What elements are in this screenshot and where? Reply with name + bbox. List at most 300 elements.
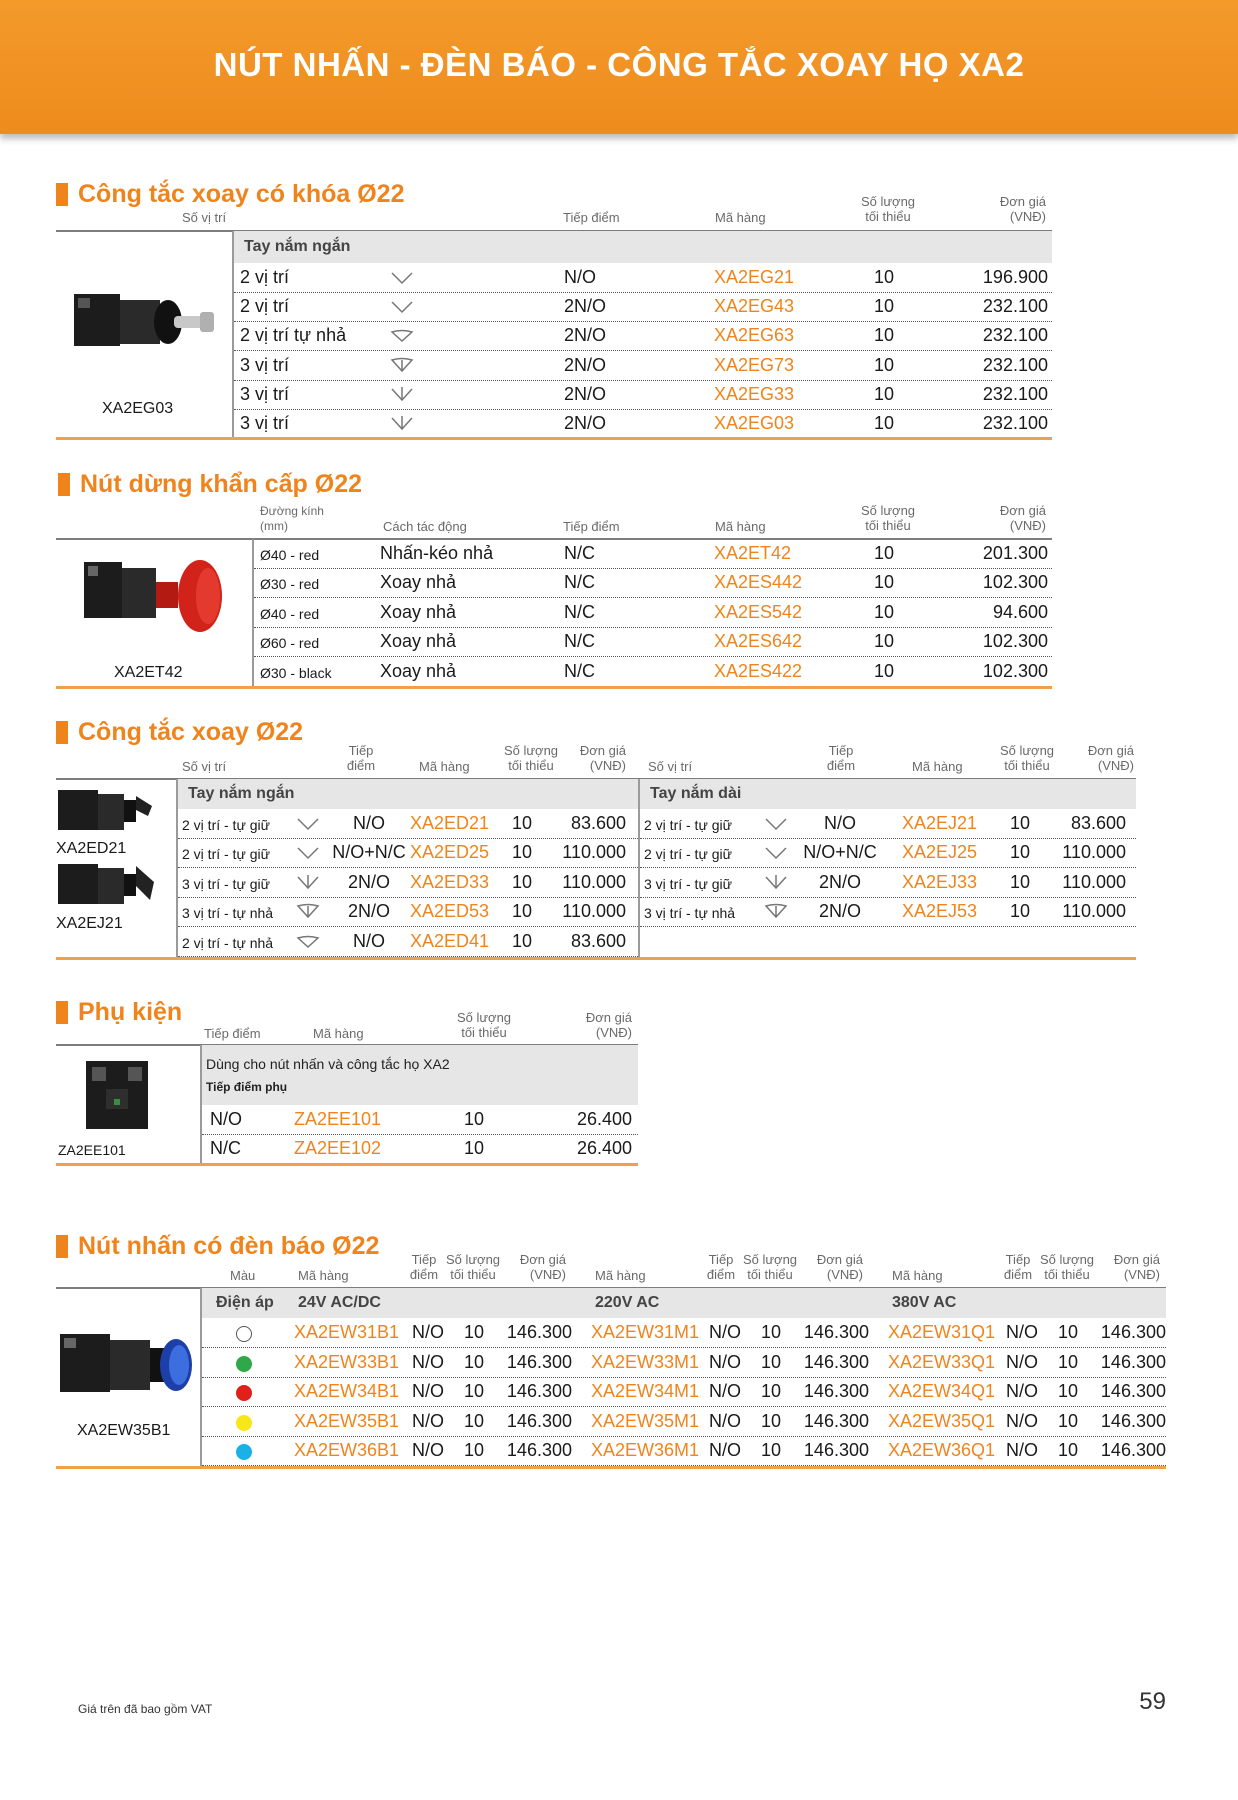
contact-cell: 2N/O (818, 871, 861, 892)
min-qty-cell: 10 (512, 901, 533, 922)
action-cell: Nhấn-kéo nhả (380, 543, 494, 563)
illuminated-button-image-label: XA2EW35B1 (77, 1422, 171, 1439)
selector-short-image-label: XA2ED21 (56, 840, 127, 857)
voltage-220v: 220V AC (595, 1294, 660, 1311)
header-positions-right: Số vị trí (648, 759, 693, 774)
position-cell: 3 vị trí - tự nhả (644, 905, 736, 922)
header-contact: Tiếp điểm (204, 1026, 261, 1041)
table-bottom-rule (56, 686, 1052, 689)
contact-cell: N/O (709, 1381, 742, 1402)
table-row (202, 1318, 1166, 1348)
indicator-color-icon (236, 1444, 252, 1460)
key-switch-image (70, 284, 220, 369)
accessory-description: Dùng cho nút nhấn và công tắc họ XA2 (206, 1056, 450, 1072)
voltage-24v: 24V AC/DC (298, 1294, 381, 1311)
price-cell: 83.600 (570, 813, 626, 833)
section-title-illuminated-push-button (56, 1232, 379, 1261)
header-code-1: Mã hàng (298, 1268, 349, 1283)
product-code-1: XA2EW36B1 (294, 1440, 400, 1461)
contact-block-image-label: ZA2EE101 (58, 1142, 126, 1158)
price-cell: 146.300 (803, 1322, 869, 1342)
position-cell: 2 vị trí - tự giữ (182, 846, 270, 863)
voltage-label: Điện áp (216, 1294, 274, 1311)
price-cell: 232.100 (982, 354, 1048, 375)
table-bottom-rule (56, 957, 1136, 960)
min-qty-cell: 10 (874, 325, 895, 346)
header-code-3: Mã hàng (892, 1268, 943, 1283)
position-cell: 2 vị trí - tự giữ (644, 817, 732, 833)
header-price-left: Đơn giá (VNĐ) (579, 743, 626, 773)
action-cell: Xoay nhả (380, 631, 457, 652)
indicator-color-icon (236, 1385, 252, 1401)
price-cell: 110.000 (1062, 871, 1126, 892)
header-price-2: Đơn giá (VNĐ) (816, 1252, 863, 1282)
spring-return-icon (390, 327, 414, 348)
min-qty-cell: 10 (464, 1138, 485, 1159)
table-row (254, 657, 1052, 687)
product-code: XA2EG03 (714, 413, 795, 433)
table-row (178, 897, 638, 927)
action-cell: Xoay nhả (380, 572, 457, 593)
price-cell: 146.300 (506, 1410, 572, 1431)
table-row (234, 263, 1052, 293)
section-title-accessories (56, 998, 182, 1027)
contact-cell: N/O+N/C (332, 842, 406, 863)
min-qty-cell: 10 (874, 267, 895, 287)
product-code: XA2ES442 (714, 572, 803, 593)
min-qty-cell: 10 (761, 1351, 782, 1372)
three-position-icon (296, 874, 320, 895)
product-code-2: XA2EW36M1 (591, 1440, 700, 1461)
position-cell: 3 vị trí (240, 413, 290, 433)
min-qty-cell: 10 (464, 1351, 485, 1372)
diameter-cell: Ø60 - red (260, 635, 320, 652)
three-position-icon (390, 415, 414, 436)
header-positions: Số vị trí (182, 210, 227, 225)
min-qty-cell: 10 (761, 1440, 782, 1461)
header-code: Mã hàng (715, 519, 766, 534)
table-row (254, 598, 1052, 628)
header-action: Cách tác động (383, 519, 467, 534)
header-min-qty-1: Số lượng tối thiểu (445, 1252, 501, 1282)
contact-cell: N/O (1006, 1351, 1039, 1372)
product-code-2: XA2EW33M1 (591, 1351, 700, 1372)
diameter-cell: Ø40 - red (260, 605, 320, 622)
table-row (234, 380, 1052, 410)
product-code: XA2EJ53 (902, 901, 978, 922)
indicator-color-icon (236, 1356, 252, 1372)
product-code-2: XA2EW31M1 (591, 1322, 700, 1342)
three-position-icon (390, 386, 414, 407)
position-cell: 2 vị trí tự nhả (240, 325, 347, 346)
product-code: XA2ED33 (410, 871, 490, 892)
min-qty-cell: 10 (464, 1381, 485, 1402)
header-min-qty: Số lượng tối thiểu (860, 503, 916, 533)
diameter-cell: Ø30 - red (260, 576, 320, 593)
contact-cell: 2N/O (564, 296, 607, 317)
min-qty-cell: 10 (874, 631, 895, 652)
product-code: XA2ED53 (410, 901, 490, 922)
price-cell: 146.300 (803, 1381, 869, 1402)
contact-cell: N/C (564, 631, 595, 652)
min-qty-cell: 10 (874, 601, 895, 622)
table-bottom-rule (56, 437, 1052, 440)
min-qty-cell: 10 (1058, 1322, 1079, 1342)
three-position-icon (764, 874, 788, 895)
table-row (234, 409, 1052, 439)
two-position-icon (764, 844, 788, 865)
price-cell: 83.600 (570, 930, 626, 951)
table-row (640, 838, 1136, 868)
header-code: Mã hàng (313, 1026, 364, 1041)
price-cell: 110.000 (562, 901, 626, 922)
min-qty-cell: 10 (464, 1440, 485, 1461)
action-cell: Xoay nhả (380, 660, 457, 681)
table-row (234, 321, 1052, 351)
contact-cell: N/O (823, 813, 856, 833)
position-cell: 3 vị trí - tự giữ (182, 875, 270, 892)
contact-cell: N/O (709, 1351, 742, 1372)
price-cell: 102.300 (982, 572, 1048, 593)
table-row (202, 1407, 1166, 1437)
table-row (202, 1105, 638, 1135)
contact-cell: N/O (412, 1440, 445, 1461)
contact-cell: N/C (564, 601, 595, 622)
three-position-spring-icon (764, 903, 788, 924)
contact-cell: N/O (352, 813, 385, 833)
header-min-qty: Số lượng tối thiểu (860, 194, 916, 224)
two-position-icon (390, 298, 414, 319)
table-row (202, 1348, 1166, 1378)
header-contact-3: Tiếp điểm (1003, 1252, 1033, 1282)
header-min-qty-left: Số lượng tối thiểu (503, 743, 559, 773)
table-row (640, 809, 1136, 839)
two-position-icon (764, 815, 788, 836)
header-price: Đơn giá (VNĐ) (999, 503, 1046, 533)
price-cell: 146.300 (1100, 1351, 1166, 1372)
min-qty-cell: 10 (761, 1381, 782, 1402)
table-row (234, 351, 1052, 381)
min-qty-cell: 10 (874, 296, 895, 317)
product-code: XA2ES642 (714, 631, 803, 652)
min-qty-cell: 10 (1058, 1410, 1079, 1431)
contact-cell: N/O (412, 1381, 445, 1402)
contact-cell: 2N/O (347, 871, 390, 892)
price-cell: 146.300 (506, 1440, 572, 1461)
illuminated-button-image (58, 1328, 198, 1413)
table-bottom-rule (56, 1163, 638, 1166)
contact-cell: N/C (564, 660, 595, 681)
page-number: 59 (1139, 1688, 1166, 1715)
contact-cell: N/C (564, 572, 595, 593)
section-title-key-switch (56, 180, 405, 209)
table-row (178, 809, 638, 839)
price-cell: 232.100 (982, 325, 1048, 346)
table-row (178, 838, 638, 868)
table-row (254, 627, 1052, 657)
price-cell: 146.300 (1100, 1381, 1166, 1402)
header-positions-left: Số vị trí (182, 759, 227, 774)
min-qty-cell: 10 (464, 1109, 485, 1129)
price-cell: 83.600 (1070, 813, 1126, 833)
contact-cell: N/O (1006, 1440, 1039, 1461)
section-marker (56, 721, 68, 744)
contact-cell: N/O (1006, 1410, 1039, 1431)
emergency-stop-image-label: XA2ET42 (114, 664, 183, 681)
price-cell: 146.300 (506, 1322, 572, 1342)
accessory-subheading: Tiếp điểm phụ (206, 1080, 288, 1094)
accessory-description-band (202, 1045, 638, 1105)
min-qty-cell: 10 (874, 354, 895, 375)
min-qty-cell: 10 (761, 1322, 782, 1342)
table-row (202, 1436, 1166, 1466)
header-price: Đơn giá (VNĐ) (585, 1010, 632, 1040)
product-code: XA2ED41 (410, 930, 490, 951)
price-cell: 146.300 (1100, 1440, 1166, 1461)
header-min-qty-2: Số lượng tối thiểu (742, 1252, 798, 1282)
price-cell: 146.300 (506, 1351, 572, 1372)
min-qty-cell: 10 (512, 930, 533, 951)
header-contact-2: Tiếp điểm (706, 1252, 736, 1282)
price-cell: 26.400 (576, 1138, 632, 1159)
key-switch-image-label: XA2EG03 (102, 400, 174, 417)
price-cell: 146.300 (803, 1440, 869, 1461)
table-bottom-rule (56, 1466, 1166, 1469)
product-code: XA2ES422 (714, 660, 803, 681)
price-cell: 146.300 (803, 1351, 869, 1372)
header-contact: Tiếp điểm (563, 210, 620, 225)
product-code: XA2EG43 (714, 296, 795, 317)
selector-long-image-label: XA2EJ21 (56, 915, 123, 932)
product-code: XA2ET42 (714, 543, 792, 563)
section-title-text: Công tắc xoay Ø22 (78, 718, 304, 746)
table-row (178, 868, 638, 898)
product-code: XA2ED21 (410, 813, 490, 833)
header-min-qty-right: Số lượng tối thiểu (999, 743, 1055, 773)
contact-cell: N/O (1006, 1381, 1039, 1402)
position-cell: 2 vị trí (240, 267, 290, 287)
position-cell: 3 vị trí (240, 383, 290, 404)
indicator-color-icon (236, 1326, 252, 1342)
product-code-3: XA2EW35Q1 (888, 1410, 996, 1431)
min-qty-cell: 10 (1058, 1381, 1079, 1402)
header-code: Mã hàng (715, 210, 766, 225)
min-qty-cell: 10 (1010, 871, 1031, 892)
indicator-color-icon (236, 1415, 252, 1431)
min-qty-cell: 10 (874, 543, 895, 563)
header-contact: Tiếp điểm (563, 519, 620, 534)
min-qty-cell: 10 (874, 660, 895, 681)
product-code: XA2EJ21 (902, 813, 978, 833)
price-cell: 102.300 (982, 631, 1048, 652)
section-marker (58, 473, 70, 496)
price-cell: 232.100 (982, 413, 1048, 433)
three-position-spring-icon (296, 903, 320, 924)
price-cell: 146.300 (803, 1410, 869, 1431)
price-cell: 110.000 (562, 842, 626, 863)
product-code: XA2EG63 (714, 325, 795, 346)
section-title-text: Nút dừng khẩn cấp Ø22 (80, 470, 363, 498)
contact-cell: N/O (1006, 1322, 1039, 1342)
product-code: ZA2EE101 (294, 1109, 382, 1129)
price-cell: 110.000 (1062, 901, 1126, 922)
contact-cell: N/O (210, 1109, 243, 1129)
min-qty-cell: 10 (1058, 1440, 1079, 1461)
header-price-3: Đơn giá (VNĐ) (1113, 1252, 1160, 1282)
min-qty-cell: 10 (464, 1410, 485, 1431)
position-cell: 2 vị trí - tự giữ (182, 817, 270, 833)
min-qty-cell: 10 (1010, 901, 1031, 922)
min-qty-cell: 10 (761, 1410, 782, 1431)
position-cell: 2 vị trí - tự nhả (182, 934, 274, 951)
contact-cell: N/C (564, 543, 595, 563)
header-contact-left: Tiếp điểm (346, 743, 376, 773)
product-code-3: XA2EW34Q1 (888, 1381, 996, 1402)
header-code-right: Mã hàng (912, 759, 963, 774)
header-code-left: Mã hàng (419, 759, 470, 774)
price-cell: 102.300 (982, 660, 1048, 681)
contact-cell: N/O (709, 1440, 742, 1461)
table-row (202, 1134, 638, 1164)
action-cell: Xoay nhả (380, 601, 457, 622)
header-contact-right: Tiếp điểm (826, 743, 856, 773)
contact-cell: N/C (210, 1138, 241, 1159)
contact-cell: N/O (412, 1322, 445, 1342)
diameter-cell: Ø40 - red (260, 547, 320, 563)
contact-cell: N/O (412, 1410, 445, 1431)
table-row (178, 927, 638, 957)
position-cell: 2 vị trí (240, 296, 290, 317)
product-code-1: XA2EW34B1 (294, 1381, 400, 1402)
price-cell: 26.400 (576, 1109, 632, 1129)
min-qty-cell: 10 (512, 813, 533, 833)
table-row (254, 539, 1052, 569)
header-price-1: Đơn giá (VNĐ) (519, 1252, 566, 1282)
contact-cell: N/O (709, 1410, 742, 1431)
min-qty-cell: 10 (512, 871, 533, 892)
section-marker (56, 183, 68, 206)
header-price-right: Đơn giá (VNĐ) (1087, 743, 1134, 773)
section-marker (56, 1001, 68, 1024)
product-code-3: XA2EW36Q1 (888, 1440, 996, 1461)
header-min-qty: Số lượng tối thiểu (456, 1010, 512, 1040)
handle-type-band: Tay nắm ngắn (234, 231, 1052, 263)
vat-note: Giá trên đã bao gồm VAT (78, 1702, 213, 1716)
contact-cell: N/O (709, 1322, 742, 1342)
voltage-380v: 380V AC (892, 1294, 957, 1311)
product-code-1: XA2EW35B1 (294, 1410, 400, 1431)
product-code: ZA2EE102 (294, 1138, 382, 1159)
price-cell: 110.000 (1062, 842, 1126, 863)
section-title-text: Công tắc xoay có khóa Ø22 (78, 180, 405, 208)
product-code: XA2EJ33 (902, 871, 978, 892)
page-banner (0, 0, 1238, 134)
table-row (640, 868, 1136, 898)
contact-block-image (78, 1055, 158, 1140)
contact-cell: 2N/O (564, 325, 607, 346)
min-qty-cell: 10 (874, 572, 895, 593)
price-cell: 110.000 (562, 871, 626, 892)
section-title-text: Nút nhấn có đèn báo Ø22 (78, 1232, 380, 1260)
header-code-2: Mã hàng (595, 1268, 646, 1283)
long-handle-band: Tay nắm dài (640, 779, 1136, 809)
product-code-3: XA2EW31Q1 (888, 1322, 996, 1342)
price-cell: 196.900 (982, 267, 1048, 287)
contact-cell: 2N/O (564, 354, 607, 375)
min-qty-cell: 10 (1010, 813, 1031, 833)
min-qty-cell: 10 (874, 383, 895, 404)
section-marker (56, 1235, 68, 1258)
emergency-stop-image (80, 556, 230, 657)
contact-cell: 2N/O (564, 383, 607, 404)
table-row (254, 568, 1052, 598)
selector-long-image (56, 860, 156, 913)
price-cell: 232.100 (982, 383, 1048, 404)
table-row (202, 1377, 1166, 1407)
header-min-qty-3: Số lượng tối thiểu (1039, 1252, 1095, 1282)
product-code: XA2EG33 (714, 383, 795, 404)
short-handle-band: Tay nắm ngắn (178, 779, 638, 809)
contact-cell: 2N/O (564, 413, 607, 433)
header-color: Màu (230, 1268, 256, 1283)
min-qty-cell: 10 (464, 1322, 485, 1342)
position-cell: 2 vị trí - tự giữ (644, 846, 732, 863)
selector-short-image (56, 786, 156, 839)
contact-cell: N/O (352, 930, 385, 951)
position-cell: 3 vị trí (240, 354, 290, 375)
spring-return-icon (296, 933, 320, 954)
two-position-icon (296, 815, 320, 836)
contact-cell: N/O (564, 267, 597, 287)
position-cell: 3 vị trí - tự giữ (644, 875, 732, 892)
position-cell: 3 vị trí - tự nhả (182, 905, 274, 922)
product-code: XA2ES542 (714, 601, 803, 622)
header-contact-1: Tiếp điểm (409, 1252, 439, 1282)
contact-cell: 2N/O (347, 901, 390, 922)
section-title-selector-switch (56, 718, 303, 747)
price-cell: 232.100 (982, 296, 1048, 317)
two-position-icon (390, 269, 414, 290)
two-position-icon (296, 844, 320, 865)
product-code: XA2EJ25 (902, 842, 978, 863)
product-code-2: XA2EW35M1 (591, 1410, 700, 1431)
table-row (640, 897, 1136, 927)
product-code-3: XA2EW33Q1 (888, 1351, 996, 1372)
product-code: XA2EG73 (714, 354, 795, 375)
product-code-1: XA2EW31B1 (294, 1322, 400, 1342)
product-code: XA2EG21 (714, 267, 795, 287)
contact-cell: N/O (412, 1351, 445, 1372)
section-title-emergency-stop (58, 470, 362, 499)
section-title-text: Phụ kiện (78, 998, 183, 1026)
product-code-1: XA2EW33B1 (294, 1351, 400, 1372)
min-qty-cell: 10 (874, 413, 895, 433)
three-position-spring-icon (390, 357, 414, 378)
table-row (234, 292, 1052, 322)
product-code-2: XA2EW34M1 (591, 1381, 700, 1402)
min-qty-cell: 10 (512, 842, 533, 863)
price-cell: 94.600 (992, 601, 1048, 622)
price-cell: 146.300 (506, 1381, 572, 1402)
page-title: NÚT NHẤN - ĐÈN BÁO - CÔNG TẮC XOAY HỌ XA2 (213, 46, 1025, 83)
header-diameter: Đường kính (mm) (260, 504, 324, 533)
min-qty-cell: 10 (1058, 1351, 1079, 1372)
contact-cell: 2N/O (818, 901, 861, 922)
header-price: Đơn giá (VNĐ) (999, 194, 1046, 224)
voltage-band (202, 1288, 1166, 1318)
diameter-cell: Ø30 - black (260, 664, 332, 681)
price-cell: 146.300 (1100, 1410, 1166, 1431)
